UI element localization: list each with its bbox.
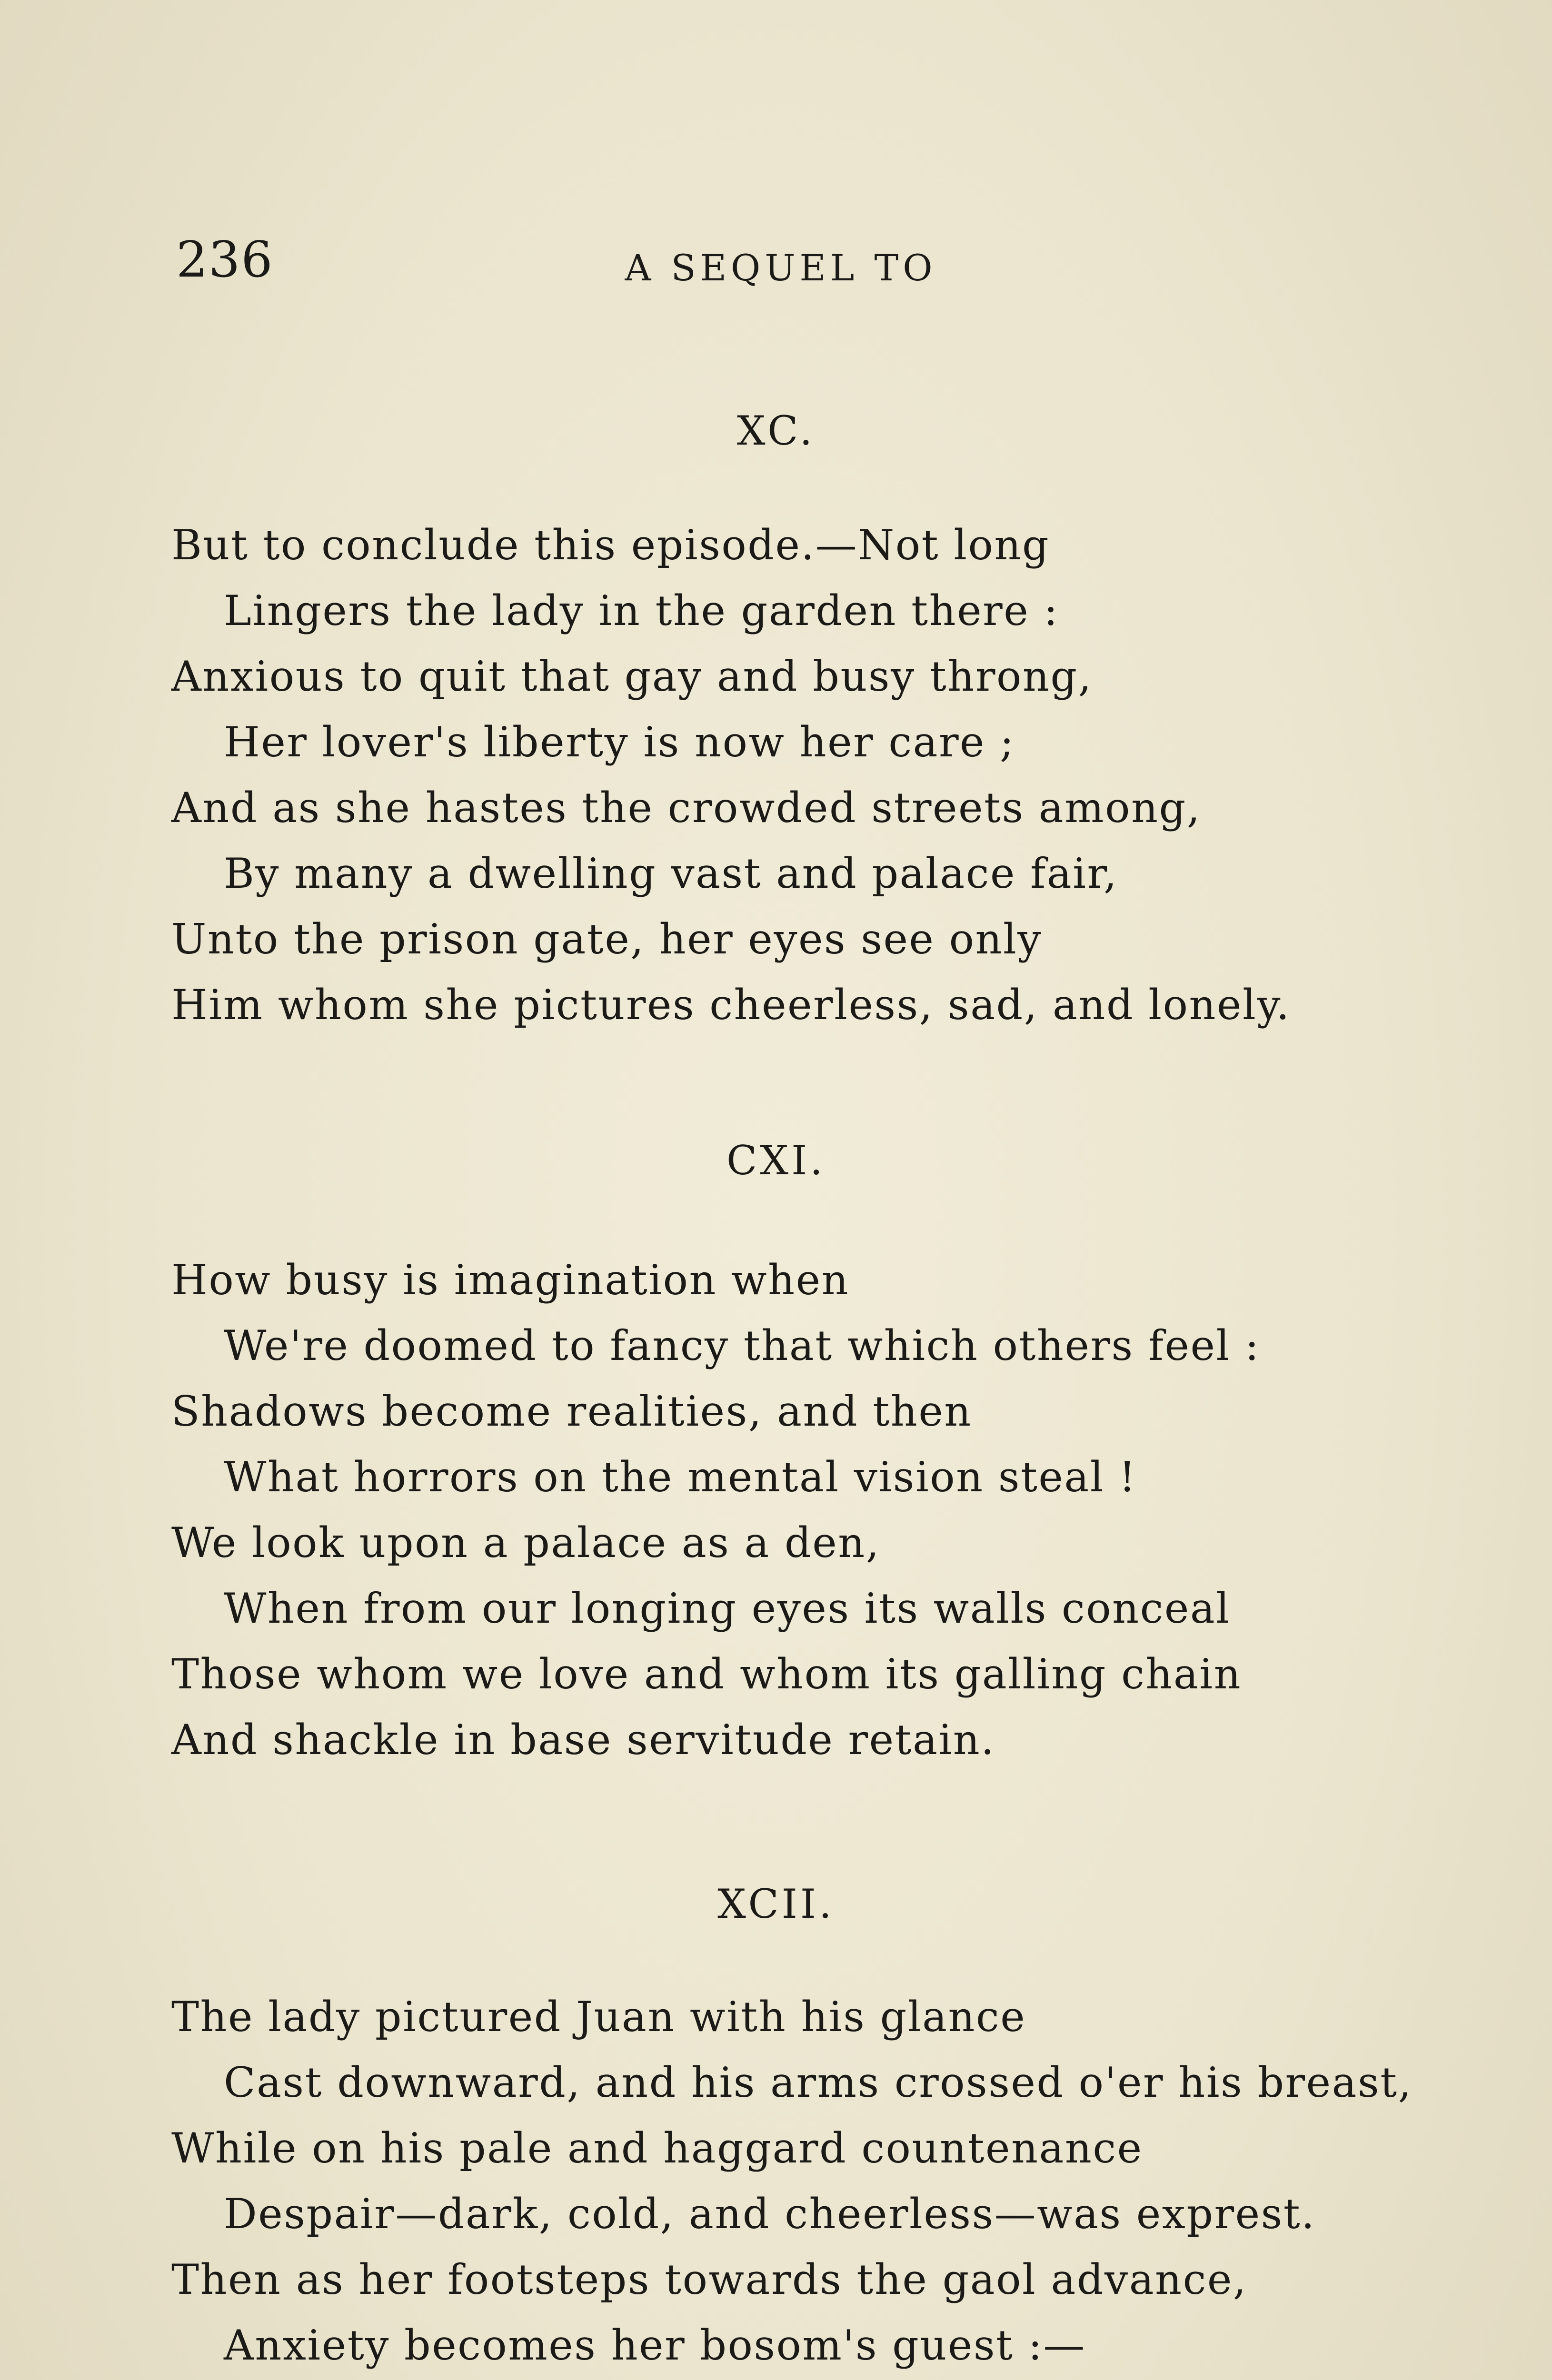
- verse-line: We're doomed to fancy that which others feel :: [224, 1321, 1260, 1370]
- stanza-heading: CXI.: [726, 1137, 826, 1184]
- verse-line: And as she hastes the crowded streets among,: [171, 783, 1201, 832]
- verse-line: Anxious to quit that gay and busy throng,: [171, 652, 1093, 701]
- verse-line: Anxiety becomes her bosom's guest :—: [224, 2321, 1086, 2370]
- verse-line: [171, 2378, 1409, 2380]
- verse-line: Those whom we love and whom its galling chain: [171, 1650, 1242, 1698]
- verse-line: But to conclude this episode.—Not long: [171, 521, 1050, 569]
- verse-line: Unto the prison gate, her eyes see only: [171, 915, 1042, 963]
- verse-line: Despair—dark, cold, and cheerless—was exprest.: [224, 2190, 1316, 2238]
- stanza: [171, 512, 1409, 1038]
- verse-line: Cast downward, and his arms crossed o'er his breast,: [224, 2058, 1413, 2107]
- running-title: A SEQUEL TO: [625, 247, 937, 289]
- verse-line: By many a dwelling vast and palace fair,: [224, 849, 1118, 898]
- verse-line: What horrors on the mental vision steal !: [224, 1453, 1137, 1501]
- verse-line: Her lover's liberty is now her care ;: [224, 718, 1015, 766]
- page-number: 236: [176, 230, 274, 288]
- verse-line: While on his pale and haggard countenance: [171, 2124, 1143, 2172]
- running-head: [176, 231, 1385, 298]
- verse-line: And shackle in base servitude retain.: [171, 1716, 995, 1764]
- verse-line: Him whom she pictures cheerless, sad, and lonely.: [171, 981, 1291, 1029]
- verse-line: The lady pictured Juan with his glance: [171, 1993, 1026, 2041]
- verse-line: Lingers the lady in the garden there :: [224, 586, 1059, 635]
- verse-line: Then as her footsteps towards the gaol advance,: [171, 2255, 1247, 2304]
- verse-line: Shadows become realities, and then: [171, 1387, 972, 1436]
- verse-line: How busy is imagination when: [171, 1256, 850, 1304]
- stanza-heading: XCII.: [717, 1881, 835, 1927]
- verse-line: When from our longing eyes its walls conceal: [224, 1584, 1231, 1633]
- stanza: [171, 1247, 1409, 1773]
- stanza: [171, 1984, 1413, 2380]
- verse-line: We look upon a palace as a den,: [171, 1518, 880, 1567]
- stanza-heading: XC.: [736, 407, 816, 454]
